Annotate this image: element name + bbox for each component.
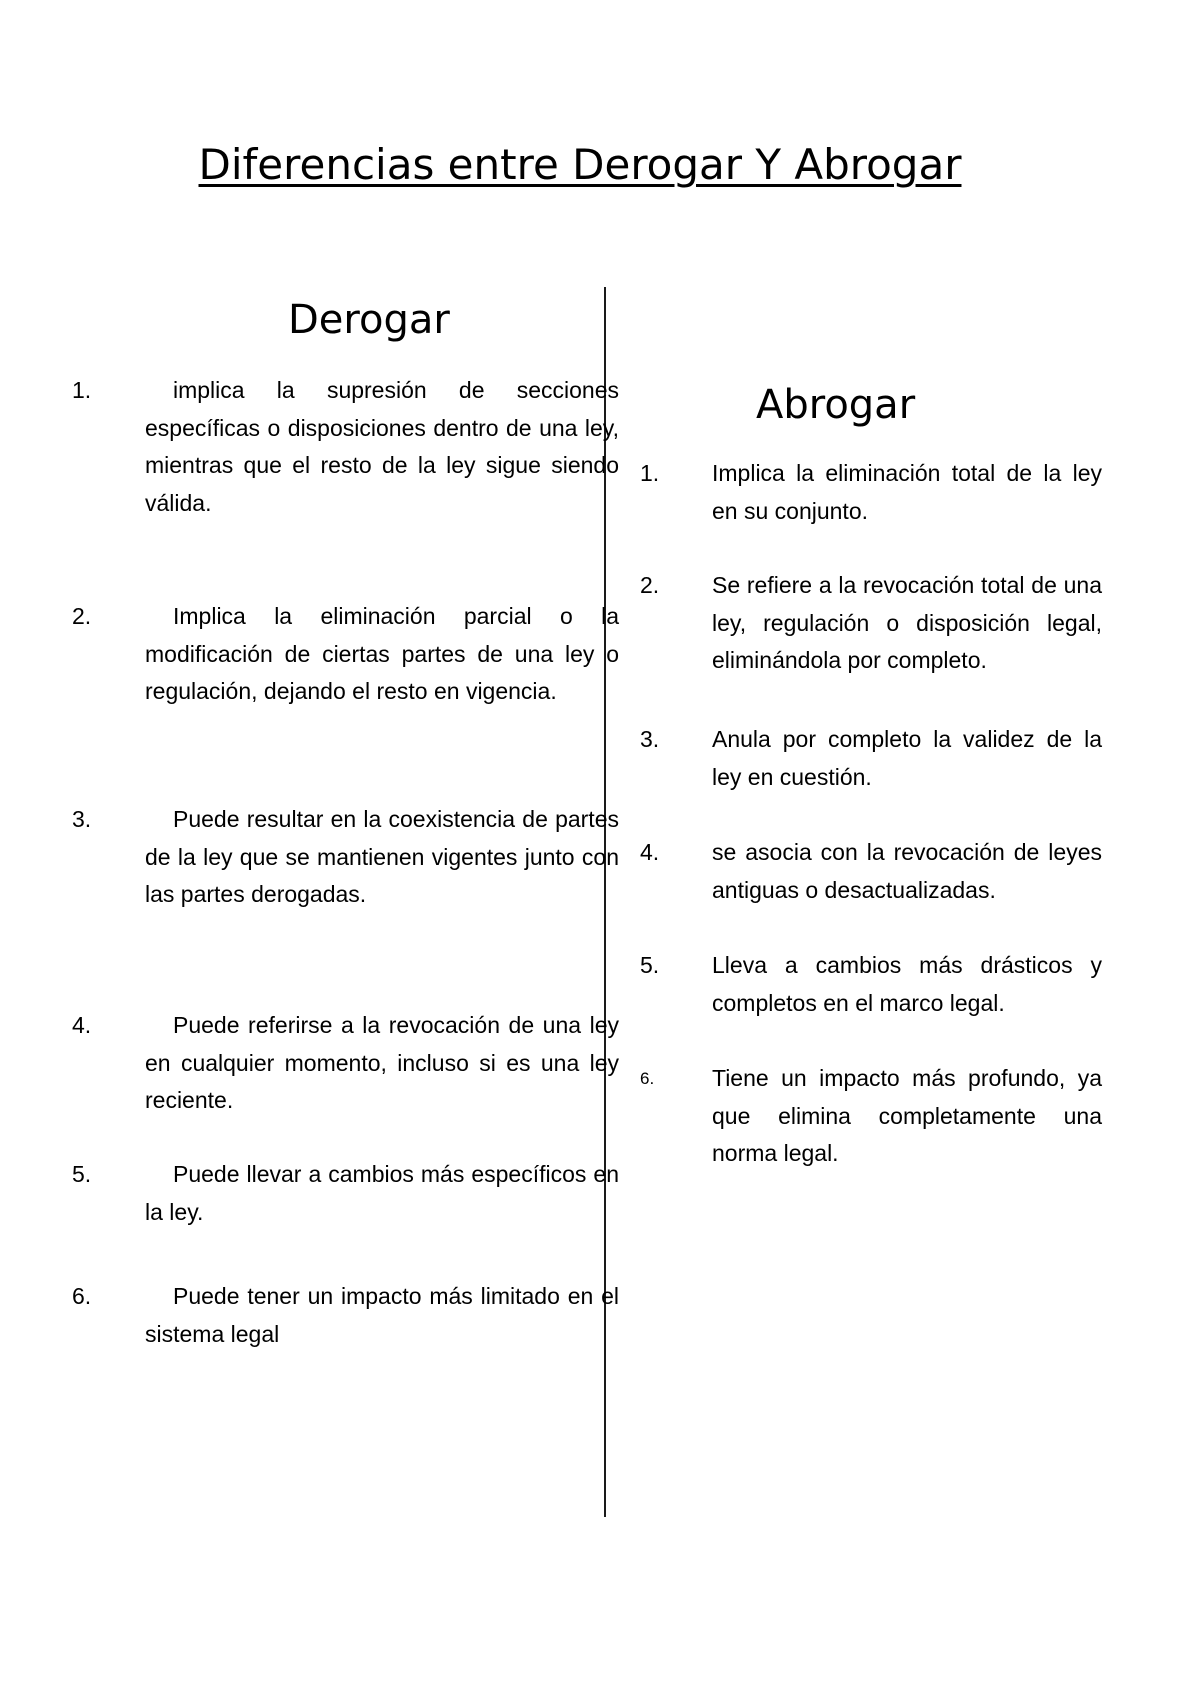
derogar-heading: Derogar [288, 297, 450, 343]
item-number: 2. [640, 572, 660, 598]
item-text: Puede tener un impacto más limitado en el sistema legal [145, 1283, 619, 1347]
item-text: Puede llevar a cambios más específicos en la ley. [145, 1161, 619, 1225]
item-text: Anula por completo la validez de la ley en cuestión. [712, 726, 1102, 790]
item-number: 5. [640, 952, 660, 978]
item-number: 4. [640, 839, 660, 865]
item-number: 6. [640, 1069, 655, 1088]
item-text: se asocia con la revocación de leyes antiguas o desactualizadas. [712, 839, 1102, 903]
item-text: Puede resultar en la coexistencia de partes de la ley que se mantienen vigentes junto con las partes derogadas. [145, 806, 619, 907]
item-text: Lleva a cambios más drásticos y completos en el marco legal. [712, 952, 1102, 1016]
abrogar-heading: Abrogar [756, 382, 916, 428]
item-number: 2. [72, 603, 92, 629]
item-number: 1. [640, 460, 660, 486]
item-text: Implica la eliminación parcial o la modificación de ciertas partes de una ley o regulación, dejando el resto en vigencia. [145, 603, 619, 704]
item-number: 3. [640, 726, 660, 752]
item-number: 1. [72, 377, 92, 403]
item-number: 4. [72, 1012, 92, 1038]
item-number: 3. [72, 806, 92, 832]
item-text: Implica la eliminación total de la ley en su conjunto. [712, 460, 1102, 524]
item-text: implica la supresión de secciones específicas o disposiciones dentro de una ley, mientras que el resto de la ley sigue siendo válida. [145, 377, 619, 516]
item-text: Tiene un impacto más profundo, ya que elimina completamente una norma legal. [712, 1065, 1102, 1166]
item-number: 5. [72, 1161, 92, 1187]
item-text: Se refiere a la revocación total de una ley, regulación o disposición legal, eliminándola por completo. [712, 572, 1102, 673]
page-title: Diferencias entre Derogar Y Abrogar [198, 140, 962, 189]
item-number: 6. [72, 1283, 92, 1309]
item-text: Puede referirse a la revocación de una ley en cualquier momento, incluso si es una ley reciente. [145, 1012, 619, 1113]
